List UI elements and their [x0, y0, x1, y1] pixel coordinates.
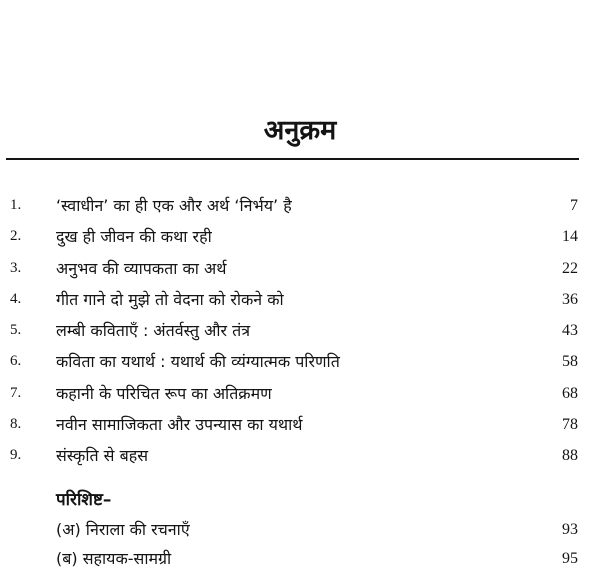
appendix-entry-a[interactable] [0, 517, 600, 546]
entry-number: 3. [10, 259, 22, 276]
appendix-list [0, 517, 600, 575]
toc-entry-4[interactable] [0, 287, 600, 318]
toc-entry-6[interactable] [0, 349, 600, 380]
toc-entry-2[interactable] [0, 224, 600, 255]
appendix-entry-b[interactable] [0, 546, 600, 575]
entry-page: 58 [562, 353, 578, 371]
toc-entry-5[interactable] [0, 318, 600, 349]
table-of-contents [0, 193, 600, 475]
entry-page: 7 [570, 197, 578, 214]
entry-page: 78 [562, 416, 578, 434]
entry-title: (ब) सहायक-सामग्री [56, 549, 172, 568]
entry-number: 4. [10, 290, 22, 307]
entry-number: 2. [10, 228, 22, 245]
entry-title: नवीन सामाजिकता और उपन्यास का यथार्थ [56, 415, 303, 435]
page-title: अनुक्रम [263, 115, 337, 146]
entry-page: 93 [562, 521, 578, 538]
entry-title: गीत गाने दो मुझे तो वेदना को रोकने को [56, 289, 284, 309]
toc-entry-3[interactable] [0, 256, 600, 287]
entry-title: संस्कृति से बहस [56, 446, 149, 466]
entry-title: दुख ही जीवन की कथा रही [56, 227, 212, 247]
entry-number: 7. [10, 384, 22, 401]
entry-page: 22 [562, 259, 578, 277]
toc-entry-9[interactable] [0, 443, 600, 474]
entry-page: 68 [562, 384, 578, 402]
entry-number: 1. [10, 197, 22, 213]
entry-number: 9. [10, 447, 22, 464]
appendix-heading: परिशिष्ट– [56, 490, 112, 510]
toc-entry-8[interactable] [0, 412, 600, 443]
entry-title: ‘स्वाधीन’ का ही एक और अर्थ ‘निर्भय’ है [56, 196, 292, 215]
entry-title: कहानी के परिचित रूप का अतिक्रमण [56, 383, 272, 403]
entry-page: 36 [562, 290, 578, 308]
toc-entry-7[interactable] [0, 381, 600, 412]
entry-page: 43 [562, 322, 578, 340]
entry-number: 5. [10, 322, 22, 339]
entry-title: अनुभव की व्यापकता का अर्थ [56, 258, 227, 278]
title-divider [6, 158, 579, 160]
entry-page: 88 [562, 447, 578, 465]
entry-title: (अ) निराला की रचनाएँ [56, 520, 190, 539]
entry-number: 6. [10, 353, 22, 370]
toc-entry-1[interactable] [0, 193, 600, 224]
entry-page: 95 [562, 550, 578, 567]
entry-title: लम्बी कविताएँ : अंतर्वस्तु और तंत्र [56, 321, 251, 341]
entry-title: कविता का यथार्थ : यथार्थ की व्यंग्यात्मक परिणति [56, 352, 340, 372]
entry-page: 14 [562, 228, 578, 246]
entry-number: 8. [10, 416, 22, 433]
